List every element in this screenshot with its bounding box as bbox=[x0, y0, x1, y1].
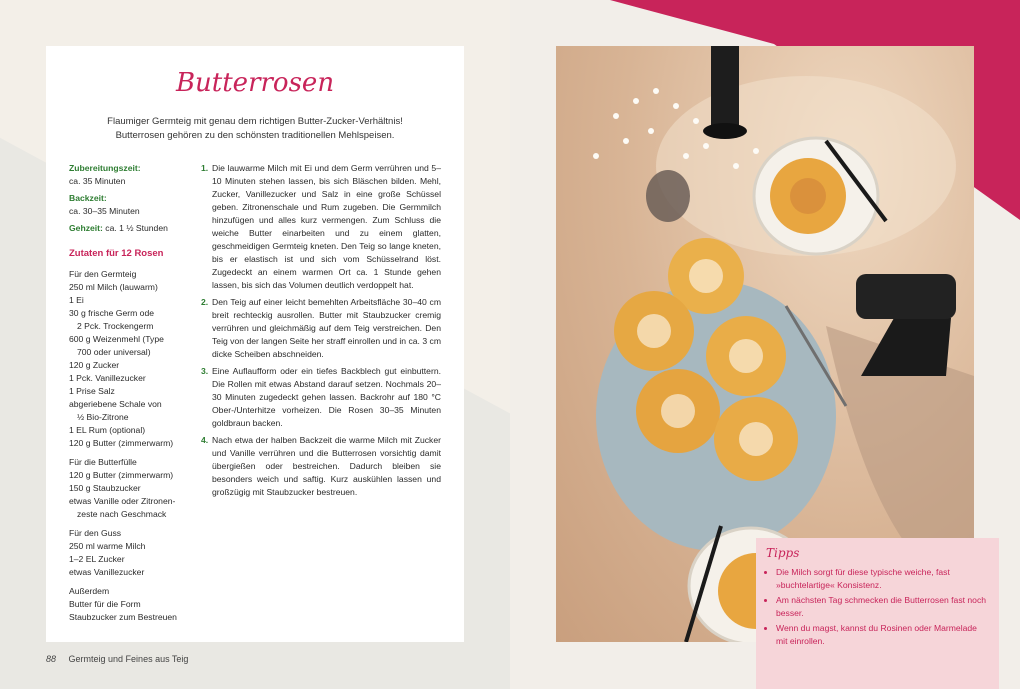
ingredient-group bbox=[69, 527, 189, 579]
instruction-step bbox=[201, 434, 441, 499]
ingredient-item: 120 g Butter (zimmerwarm) bbox=[69, 438, 174, 448]
rise-time bbox=[69, 222, 189, 235]
instruction-step bbox=[201, 365, 441, 430]
tip-item: • Wenn du magst, kannst du Rosinen oder Marmelade mit einrollen. bbox=[776, 622, 989, 647]
rise-time-value: ca. 1 ½ Stunden bbox=[105, 223, 168, 233]
ingredient-item: 250 ml Milch (lauwarm) bbox=[69, 282, 158, 292]
ingredient-item: 600 g Weizenmehl (Type bbox=[69, 334, 164, 344]
ingredient-item: 120 g Zucker bbox=[69, 360, 120, 370]
bake-time bbox=[69, 192, 189, 218]
ingredient-item: etwas Vanille oder Zitronen- bbox=[69, 496, 176, 506]
step-number: 4. bbox=[201, 435, 209, 445]
recipe-meta-column bbox=[69, 162, 189, 624]
prep-time-label: Zubereitungszeit: bbox=[69, 163, 141, 173]
step-text: Eine Auflaufform oder ein tiefes Backblech gut einbuttern. Die Rollen mit etwas Abstand darauf setzen. Nochmals 20–30 Minuten zugedeckt gehen lassen. Backrohr auf 180 °C Ober-/Unterhitze vorheizen. Die Rosen 30–35 Minuten goldbraun backen. bbox=[212, 366, 441, 428]
instructions-list bbox=[201, 162, 441, 503]
chapter-title: Germteig und Feines aus Teig bbox=[68, 654, 189, 664]
tips-box bbox=[756, 538, 999, 689]
step-number: 2. bbox=[201, 297, 209, 307]
rise-time-label: Gehzeit: bbox=[69, 223, 103, 233]
ingredient-group-title: Für die Butterfülle bbox=[69, 457, 137, 467]
ingredient-group bbox=[69, 268, 189, 450]
ingredient-item: 1 Ei bbox=[69, 295, 84, 305]
step-text: Den Teig auf einer leicht bemehlten Arbeitsfläche 30–40 cm breit rechteckig ausrollen. Butter mit Staubzucker cremig verrühren und gleichmäßig auf dem Teig verstreichen. Den Teig von der langen Seite her straff einrollen und in ca. 3 cm dicke Scheiben abschneiden. bbox=[212, 297, 441, 359]
recipe-page bbox=[46, 46, 464, 642]
ingredient-group-title: Außerdem bbox=[69, 586, 110, 596]
ingredient-item: etwas Vanillezucker bbox=[69, 567, 145, 577]
moka-pot-top bbox=[856, 274, 956, 319]
prep-time bbox=[69, 162, 189, 188]
candlestick-base bbox=[703, 123, 747, 139]
recipe-intro: Flaumiger Germteig mit genau dem richtigen Butter-Zucker-Verhältnis! Butterrosen gehören zu den schönsten traditionellen Mehlspeisen. bbox=[107, 116, 403, 141]
ingredient-group bbox=[69, 585, 189, 624]
recipe-title: Butterrosen bbox=[175, 68, 335, 98]
instruction-step bbox=[201, 162, 441, 292]
ingredient-item: Staubzucker zum Bestreuen bbox=[69, 612, 177, 622]
flower-vase bbox=[646, 170, 690, 222]
page-footer bbox=[46, 654, 188, 664]
ingredient-item: Butter für die Form bbox=[69, 599, 141, 609]
ingredient-item: 150 g Staubzucker bbox=[69, 483, 141, 493]
step-number: 3. bbox=[201, 366, 209, 376]
ingredient-item: 250 ml warme Milch bbox=[69, 541, 146, 551]
ingredient-group bbox=[69, 456, 189, 521]
page-number: 88 bbox=[46, 654, 57, 664]
tips-list bbox=[766, 566, 989, 647]
ingredient-item: 1 EL Rum (optional) bbox=[69, 425, 146, 435]
ingredient-item: 700 oder universal) bbox=[77, 347, 151, 357]
bake-time-label: Backzeit: bbox=[69, 193, 107, 203]
step-number: 1. bbox=[201, 163, 209, 173]
ingredient-item: 30 g frische Germ ode bbox=[69, 308, 155, 318]
instruction-step bbox=[201, 296, 441, 361]
tip-item: • Am nächsten Tag schmecken die Butterrosen fast noch besser. bbox=[776, 594, 989, 619]
prep-time-value: ca. 35 Minuten bbox=[69, 176, 126, 186]
ingredient-group-title: Für den Germteig bbox=[69, 269, 137, 279]
tips-title: Tipps bbox=[766, 546, 800, 560]
ingredient-item: 1 Pck. Vanillezucker bbox=[69, 373, 146, 383]
ingredient-item: ½ Bio-Zitrone bbox=[77, 412, 129, 422]
ingredients-heading: Zutaten für 12 Rosen bbox=[69, 248, 164, 259]
ingredient-item: 1 Prise Salz bbox=[69, 386, 115, 396]
ingredient-group-title: Für den Guss bbox=[69, 528, 122, 538]
ingredient-item: 1–2 EL Zucker bbox=[69, 554, 125, 564]
ingredient-item: 2 Pck. Trockengerm bbox=[77, 321, 154, 331]
ingredient-item: abgeriebene Schale von bbox=[69, 399, 162, 409]
ingredient-item: zeste nach Geschmack bbox=[77, 509, 167, 519]
candlestick bbox=[711, 46, 739, 126]
tip-item: • Die Milch sorgt für diese typische weiche, fast »buchtelartige« Konsistenz. bbox=[776, 566, 989, 591]
step-text: Die lauwarme Milch mit Ei und dem Germ verrühren und 5–10 Minuten stehen lassen, bis sich Bläschen bilden. Mehl, Zucker, Vanillezucker und Salz in eine große Schüssel geben. Zitronenschale und Rum zugeben. Die Germmilch hinzufügen und alles kurz vermengen. Zum Schluss die weiche Butter einarbeiten und zu einem glatten, geschmeidigen Germteig kneten. Den Teig so lange kneten, bis er elastisch ist und sich vom Schüsselrand löst. Zugedeckt an einem warmen Ort ca. 1 Stunde gehen lassen, bis sich das Volumen deutlich verdoppelt hat. bbox=[212, 163, 441, 290]
bake-time-value: ca. 30–35 Minuten bbox=[69, 206, 140, 216]
ingredient-item: 120 g Butter (zimmerwarm) bbox=[69, 470, 174, 480]
ingredients-list bbox=[69, 268, 189, 624]
step-text: Nach etwa der halben Backzeit die warme Milch mit Zucker und Vanille verrühren und die Butterrosen vorsichtig damit übergießen oder bestreichen. Dadurch bleiben sie besonders weich und saftig. Kurz auskühlen lassen und großzügig mit Staubzucker bestreuen. bbox=[212, 435, 441, 497]
